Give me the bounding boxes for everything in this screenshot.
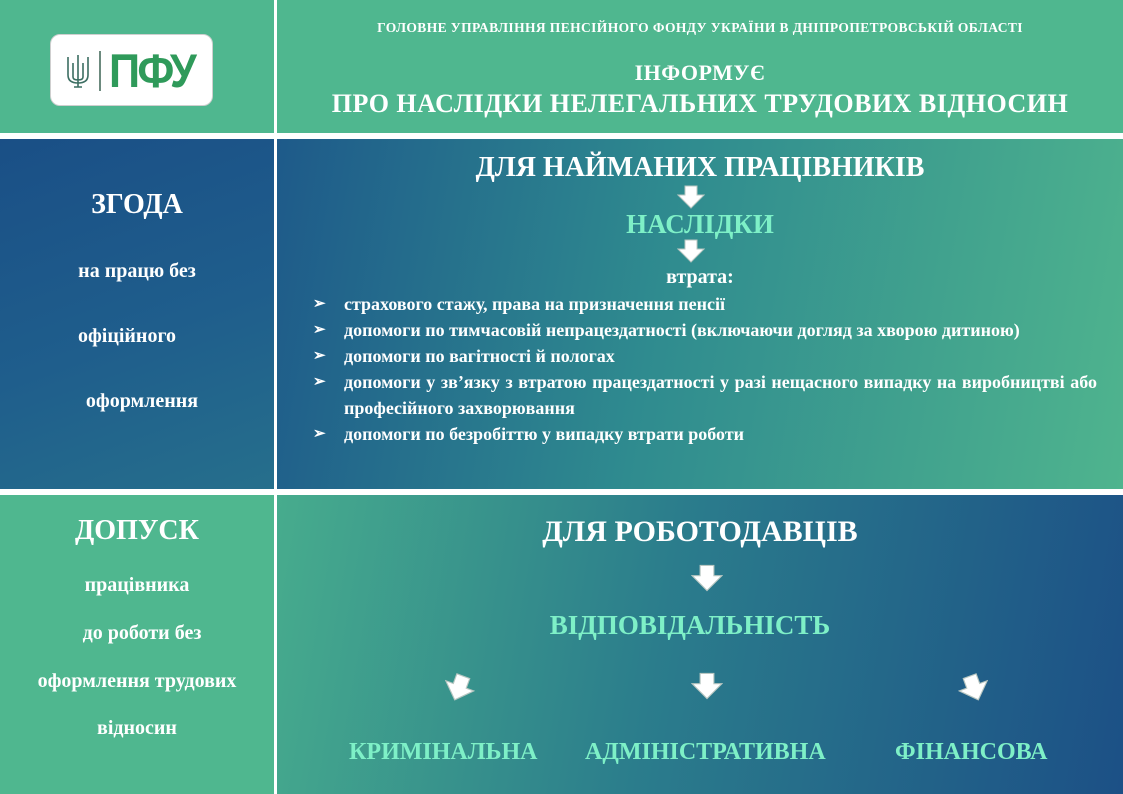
arrow-down-icon xyxy=(691,563,723,593)
arrow-down-icon xyxy=(677,185,705,209)
bullet-arrow-icon: ➢ xyxy=(313,348,326,364)
list-item xyxy=(313,421,1097,447)
logo-panel xyxy=(0,0,274,133)
logo-divider xyxy=(99,51,101,91)
employers-title: ДЛЯ РОБОТОДАВЦІВ xyxy=(542,515,858,548)
list-item xyxy=(313,291,1097,317)
bullet-arrow-icon: ➢ xyxy=(313,426,326,442)
consent-line: оформлення xyxy=(85,390,199,412)
consequences-list xyxy=(313,291,1097,447)
bullet-arrow-icon: ➢ xyxy=(313,296,326,312)
consent-line: офіційного xyxy=(77,325,177,347)
responsibility-heading: ВІДПОВІДАЛЬНІСТЬ xyxy=(549,610,831,640)
admission-title: ДОПУСК xyxy=(75,515,199,546)
list-item-text: допомоги по вагітності й пологах xyxy=(344,346,615,366)
header-panel xyxy=(277,0,1123,133)
arrow-down-icon xyxy=(677,239,705,263)
consent-line: на працю без xyxy=(78,260,196,282)
employees-title: ДЛЯ НАЙМАНИХ ПРАЦІВНИКІВ xyxy=(475,152,925,183)
arrow-down-icon xyxy=(443,673,475,703)
consent-title: ЗГОДА xyxy=(91,189,183,220)
admission-line: працівника xyxy=(84,574,190,596)
arrow-down-icon xyxy=(691,671,723,701)
list-item xyxy=(313,343,1097,369)
admission-line: відносин xyxy=(97,717,177,739)
criminal-responsibility: КРИМІНАЛЬНА xyxy=(349,739,538,765)
list-item-text: допомоги у зв’язку з втратою працездатності у разі нещасного випадку на виробництві або професійного захворювання xyxy=(344,372,1097,418)
topic-heading: ПРО НАСЛІДКИ НЕЛЕГАЛЬНИХ ТРУДОВИХ ВІДНОСИН xyxy=(331,89,1069,118)
pfu-logo xyxy=(50,34,213,106)
list-item xyxy=(313,317,1097,343)
admission-line: оформлення трудових xyxy=(37,670,237,692)
list-item-text: допомоги по тимчасовій непрацездатності (включаючи догляд за хворою дитиною) xyxy=(344,320,1020,340)
organization-name: ГОЛОВНЕ УПРАВЛІННЯ ПЕНСІЙНОГО ФОНДУ УКРАЇНИ В ДНІПРОПЕТРОВСЬКІЙ ОБЛАСТІ xyxy=(377,20,1023,35)
list-item-text: страхового стажу, права на призначення пенсії xyxy=(344,294,726,314)
list-item-text: допомоги по безробіттю у випадку втрати роботи xyxy=(344,424,745,444)
arrow-down-icon xyxy=(958,673,990,703)
admission-line: до роботи без xyxy=(82,622,202,644)
consequences-heading: НАСЛІДКИ xyxy=(626,209,774,239)
financial-responsibility: ФІНАНСОВА xyxy=(895,739,1048,765)
admission-panel xyxy=(0,495,274,794)
consent-panel xyxy=(0,139,274,489)
bullet-arrow-icon: ➢ xyxy=(313,322,326,338)
employees-panel xyxy=(277,139,1123,489)
employers-panel xyxy=(277,495,1123,794)
administrative-responsibility: АДМІНІСТРАТИВНА xyxy=(585,739,826,765)
logo-text: ПФУ xyxy=(109,44,194,97)
loss-heading: втрата: xyxy=(666,266,734,288)
trident-icon xyxy=(65,53,91,89)
bullet-arrow-icon: ➢ xyxy=(313,374,326,390)
informs-heading: ІНФОРМУЄ xyxy=(634,60,766,85)
list-item xyxy=(313,369,1097,421)
